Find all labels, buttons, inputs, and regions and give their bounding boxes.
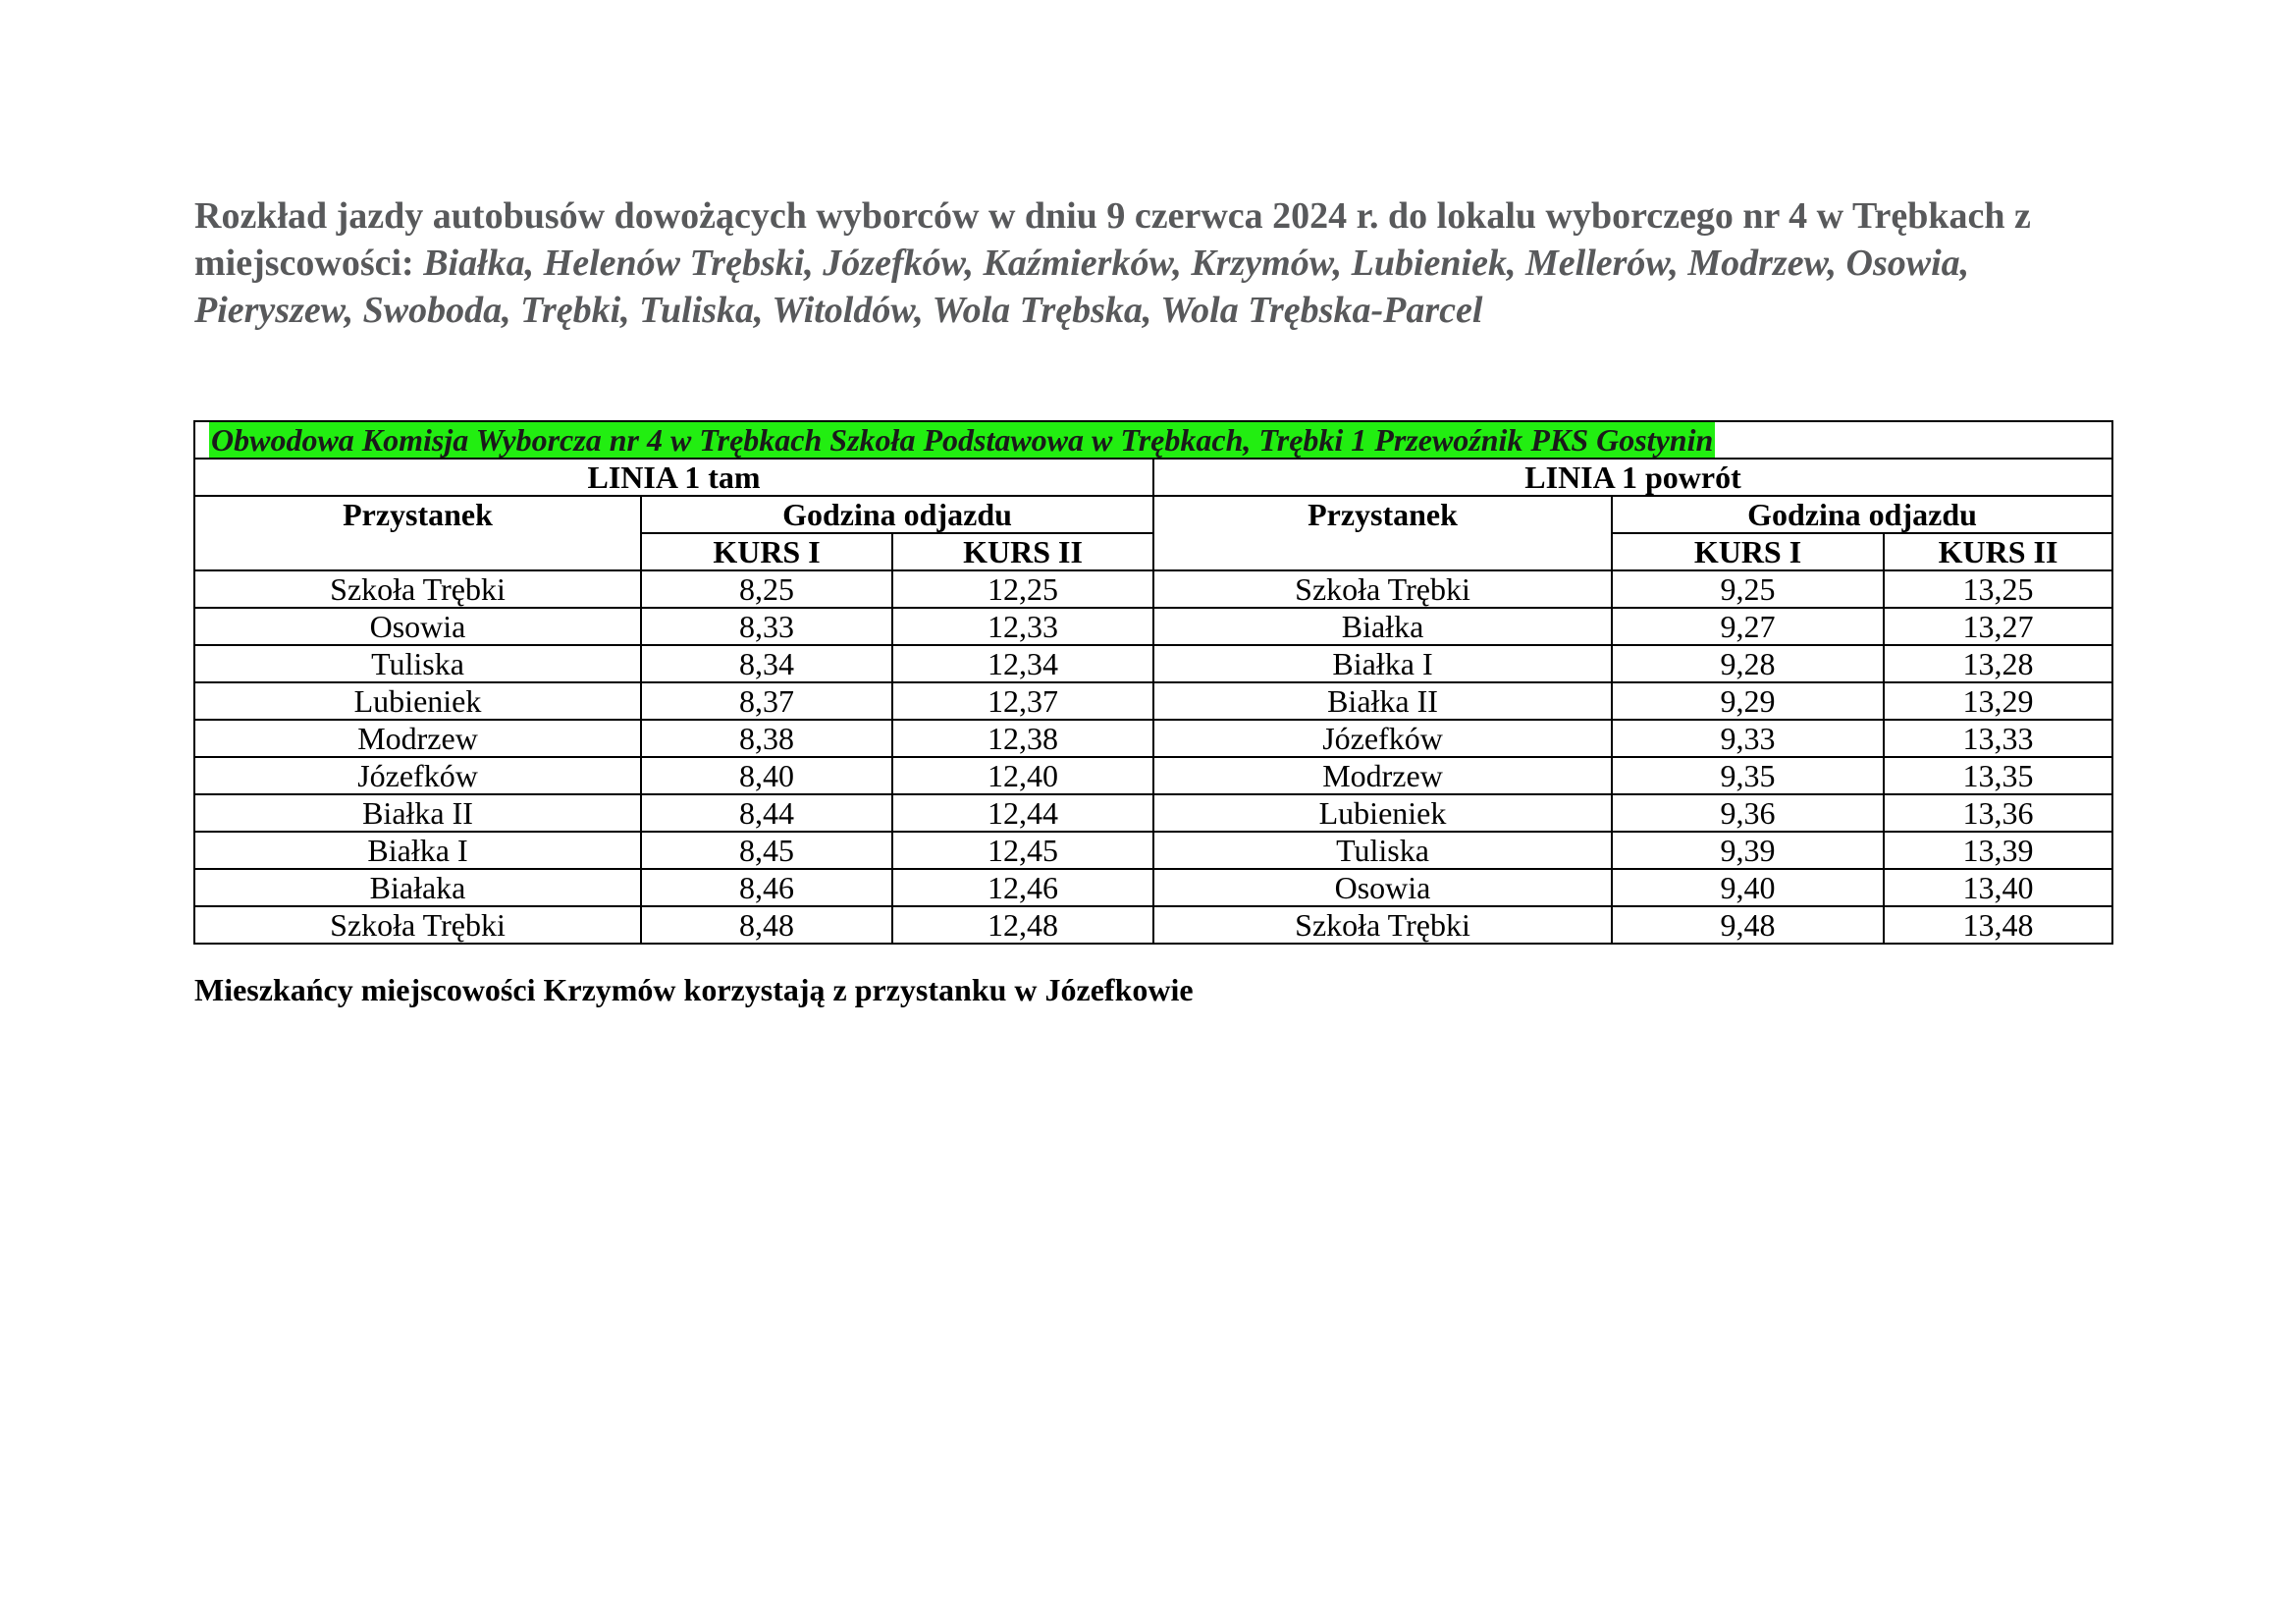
commission-cell: [194, 421, 2112, 459]
stop-header-there: Przystanek: [194, 496, 641, 570]
table-row: [194, 794, 2112, 832]
stop-back: Józefków: [1153, 720, 1612, 757]
course1-time-back: 9,36: [1612, 794, 1884, 832]
stop-back: Białka: [1153, 608, 1612, 645]
course1-header-there: KURS I: [641, 533, 892, 570]
course1-time-back: 9,40: [1612, 869, 1884, 906]
stop-back: Szkoła Trębki: [1153, 570, 1612, 608]
course2-time-back: 13,25: [1884, 570, 2112, 608]
course2-time-there: 12,34: [892, 645, 1153, 682]
document-heading: [194, 192, 2118, 334]
course1-time-there: 8,44: [641, 794, 892, 832]
stop-there: Modrzew: [194, 720, 641, 757]
table-row: [194, 682, 2112, 720]
footer-note: Mieszkańcy miejscowości Krzymów korzystają z przystanku w Józefkowie: [194, 972, 1194, 1007]
course1-time-there: 8,46: [641, 869, 892, 906]
line-there-header: LINIA 1 tam: [194, 459, 1153, 496]
course1-time-there: 8,37: [641, 682, 892, 720]
table-row: [194, 832, 2112, 869]
course2-time-back: 13,29: [1884, 682, 2112, 720]
course1-time-back: 9,25: [1612, 570, 1884, 608]
course1-time-back: 9,39: [1612, 832, 1884, 869]
table-row: [194, 757, 2112, 794]
course2-time-there: 12,37: [892, 682, 1153, 720]
table-row: [194, 869, 2112, 906]
heading-places: Białka, Helenów Trębski, Józefków, Kaźmierków, Krzymów, Lubieniek, Mellerów, Modrzew, Osowia, Pieryszew, Swoboda, Trębki, Tuliska, Witoldów, Wola Trębska, Wola Trębska-Parcel: [194, 243, 1970, 331]
course1-time-there: 8,33: [641, 608, 892, 645]
stop-back: Lubieniek: [1153, 794, 1612, 832]
table-row: [194, 570, 2112, 608]
time-header-there: Godzina odjazdu: [641, 496, 1153, 533]
course2-time-back: 13,33: [1884, 720, 2112, 757]
stop-back: Białka II: [1153, 682, 1612, 720]
stop-there: Szkoła Trębki: [194, 906, 641, 944]
stop-there: Lubieniek: [194, 682, 641, 720]
heading-intro: Rozkład jazdy autobusów dowożących wyborców w dniu 9 czerwca 2024 r. do lokalu wyborczego nr 4 w Trębkach z miejscowości:: [194, 195, 2031, 284]
course1-time-back: 9,48: [1612, 906, 1884, 944]
course1-time-there: 8,25: [641, 570, 892, 608]
table-row: [194, 906, 2112, 944]
course2-time-back: 13,39: [1884, 832, 2112, 869]
stop-back: Szkoła Trębki: [1153, 906, 1612, 944]
course2-time-back: 13,36: [1884, 794, 2112, 832]
course2-time-there: 12,25: [892, 570, 1153, 608]
course2-time-back: 13,35: [1884, 757, 2112, 794]
stop-there: Józefków: [194, 757, 641, 794]
course2-time-back: 13,28: [1884, 645, 2112, 682]
course1-time-back: 9,29: [1612, 682, 1884, 720]
course2-time-there: 12,40: [892, 757, 1153, 794]
course2-time-there: 12,33: [892, 608, 1153, 645]
stop-there: Białaka: [194, 869, 641, 906]
line-back-header: LINIA 1 powrót: [1153, 459, 2112, 496]
stop-there: Białka II: [194, 794, 641, 832]
stop-back: Białka I: [1153, 645, 1612, 682]
stop-back: Osowia: [1153, 869, 1612, 906]
course1-time-there: 8,38: [641, 720, 892, 757]
table-row: [194, 645, 2112, 682]
course2-time-there: 12,44: [892, 794, 1153, 832]
commission-label: Obwodowa Komisja Wyborcza nr 4 w Trębkach Szkoła Podstawowa w Trębkach, Trębki 1 Przewoźnik PKS Gostynin: [211, 422, 1714, 458]
course1-header-back: KURS I: [1612, 533, 1884, 570]
time-header-back: Godzina odjazdu: [1612, 496, 2112, 533]
course2-time-there: 12,38: [892, 720, 1153, 757]
course2-time-back: 13,40: [1884, 869, 2112, 906]
course1-time-back: 9,33: [1612, 720, 1884, 757]
course1-time-there: 8,34: [641, 645, 892, 682]
course2-time-there: 12,46: [892, 869, 1153, 906]
stop-back: Modrzew: [1153, 757, 1612, 794]
course2-time-back: 13,48: [1884, 906, 2112, 944]
course2-header-back: KURS II: [1884, 533, 2112, 570]
stop-there: Tuliska: [194, 645, 641, 682]
table-row: [194, 720, 2112, 757]
course2-header-there: KURS II: [892, 533, 1153, 570]
stop-back: Tuliska: [1153, 832, 1612, 869]
stop-header-back: Przystanek: [1153, 496, 1612, 570]
schedule-body: [194, 421, 2112, 944]
course1-time-back: 9,28: [1612, 645, 1884, 682]
course1-time-there: 8,48: [641, 906, 892, 944]
course2-time-there: 12,48: [892, 906, 1153, 944]
course2-time-there: 12,45: [892, 832, 1153, 869]
course1-time-there: 8,40: [641, 757, 892, 794]
course1-time-back: 9,35: [1612, 757, 1884, 794]
table-row: [194, 608, 2112, 645]
line-header-row: [194, 459, 2112, 496]
stop-there: Osowia: [194, 608, 641, 645]
stop-there: Szkoła Trębki: [194, 570, 641, 608]
column-header-row: [194, 496, 2112, 533]
bus-schedule-table: [193, 420, 2113, 945]
course2-time-back: 13,27: [1884, 608, 2112, 645]
course1-time-back: 9,27: [1612, 608, 1884, 645]
stop-there: Białka I: [194, 832, 641, 869]
commission-row: [194, 421, 2112, 459]
course1-time-there: 8,45: [641, 832, 892, 869]
